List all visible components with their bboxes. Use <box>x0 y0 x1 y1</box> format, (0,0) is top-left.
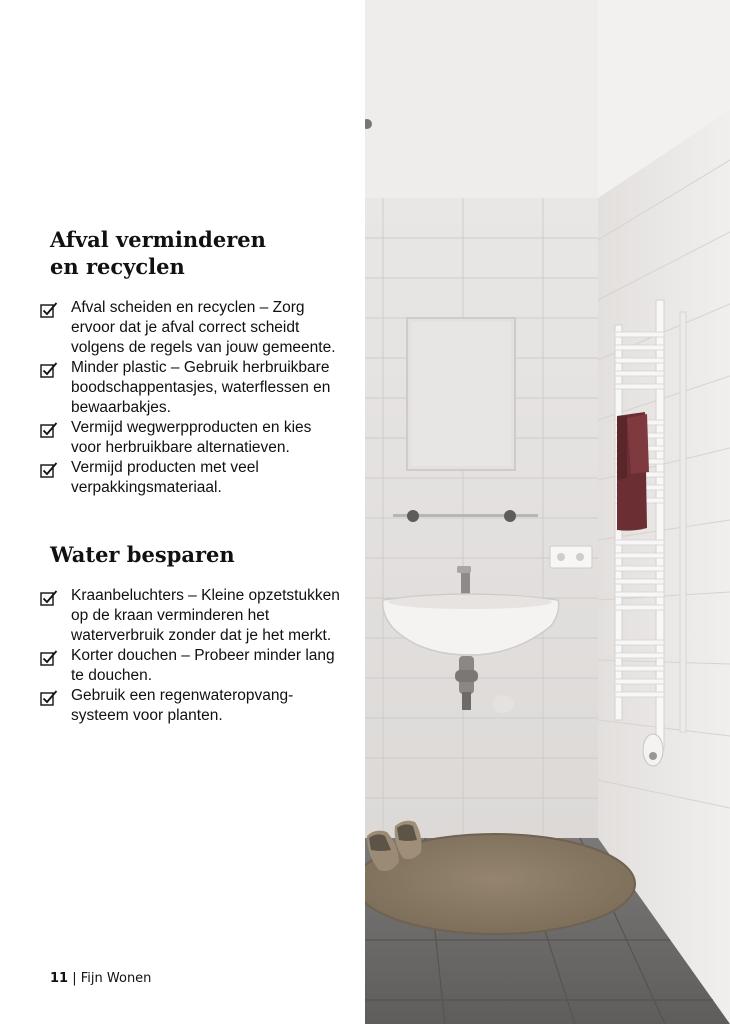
list-item-text: Gebruik een regenwateropvang-systeem voor planten. <box>71 687 294 724</box>
list-item-text: Korter douchen – Probeer minder lang te douchen. <box>71 647 335 684</box>
list-item <box>40 418 345 458</box>
list-item-text: Kraanbeluchters – Kleine opzetstukken op de kraan verminderen het waterverbruik zonder dat je het merkt. <box>71 587 340 644</box>
section-title-line: Water besparen <box>50 542 235 567</box>
list-item <box>40 646 345 686</box>
section-title-line: en recyclen <box>50 254 185 279</box>
list-item <box>40 586 345 646</box>
list-item <box>40 358 345 418</box>
bathroom-photo <box>365 0 730 1024</box>
page-footer <box>50 971 151 986</box>
water-tips-list <box>40 586 345 726</box>
checkbox-checked-icon <box>40 361 58 379</box>
section-title-water <box>50 541 235 568</box>
wall-socket <box>550 546 592 568</box>
publication-name: Fijn Wonen <box>80 971 152 986</box>
waste-tips-list <box>40 298 345 498</box>
list-item <box>40 458 345 498</box>
list-item <box>40 298 345 358</box>
page-number: 11 <box>50 971 69 986</box>
list-item <box>40 686 345 726</box>
checkbox-checked-icon <box>40 301 58 319</box>
footer-separator: | <box>72 971 77 986</box>
bathroom-illustration <box>365 0 730 1024</box>
checkbox-checked-icon <box>40 461 58 479</box>
checkbox-checked-icon <box>40 689 58 707</box>
list-item-text: Vermijd wegwerpproducten en kies voor herbruikbare alternatieven. <box>71 419 312 456</box>
list-item-text: Minder plastic – Gebruik herbruikbare boodschappentasjes, waterflessen en bewaarbakjes. <box>71 359 331 416</box>
checkbox-checked-icon <box>40 421 58 439</box>
checkbox-checked-icon <box>40 589 58 607</box>
checkbox-checked-icon <box>40 649 58 667</box>
list-item-text: Afval scheiden en recyclen – Zorg ervoor dat je afval correct scheidt volgens de regels van jouw gemeente. <box>71 299 336 356</box>
section-title-line: Afval verminderen <box>50 227 266 252</box>
section-title-waste <box>50 226 266 280</box>
list-item-text: Vermijd producten met veel verpakkingsmateriaal. <box>71 459 259 496</box>
